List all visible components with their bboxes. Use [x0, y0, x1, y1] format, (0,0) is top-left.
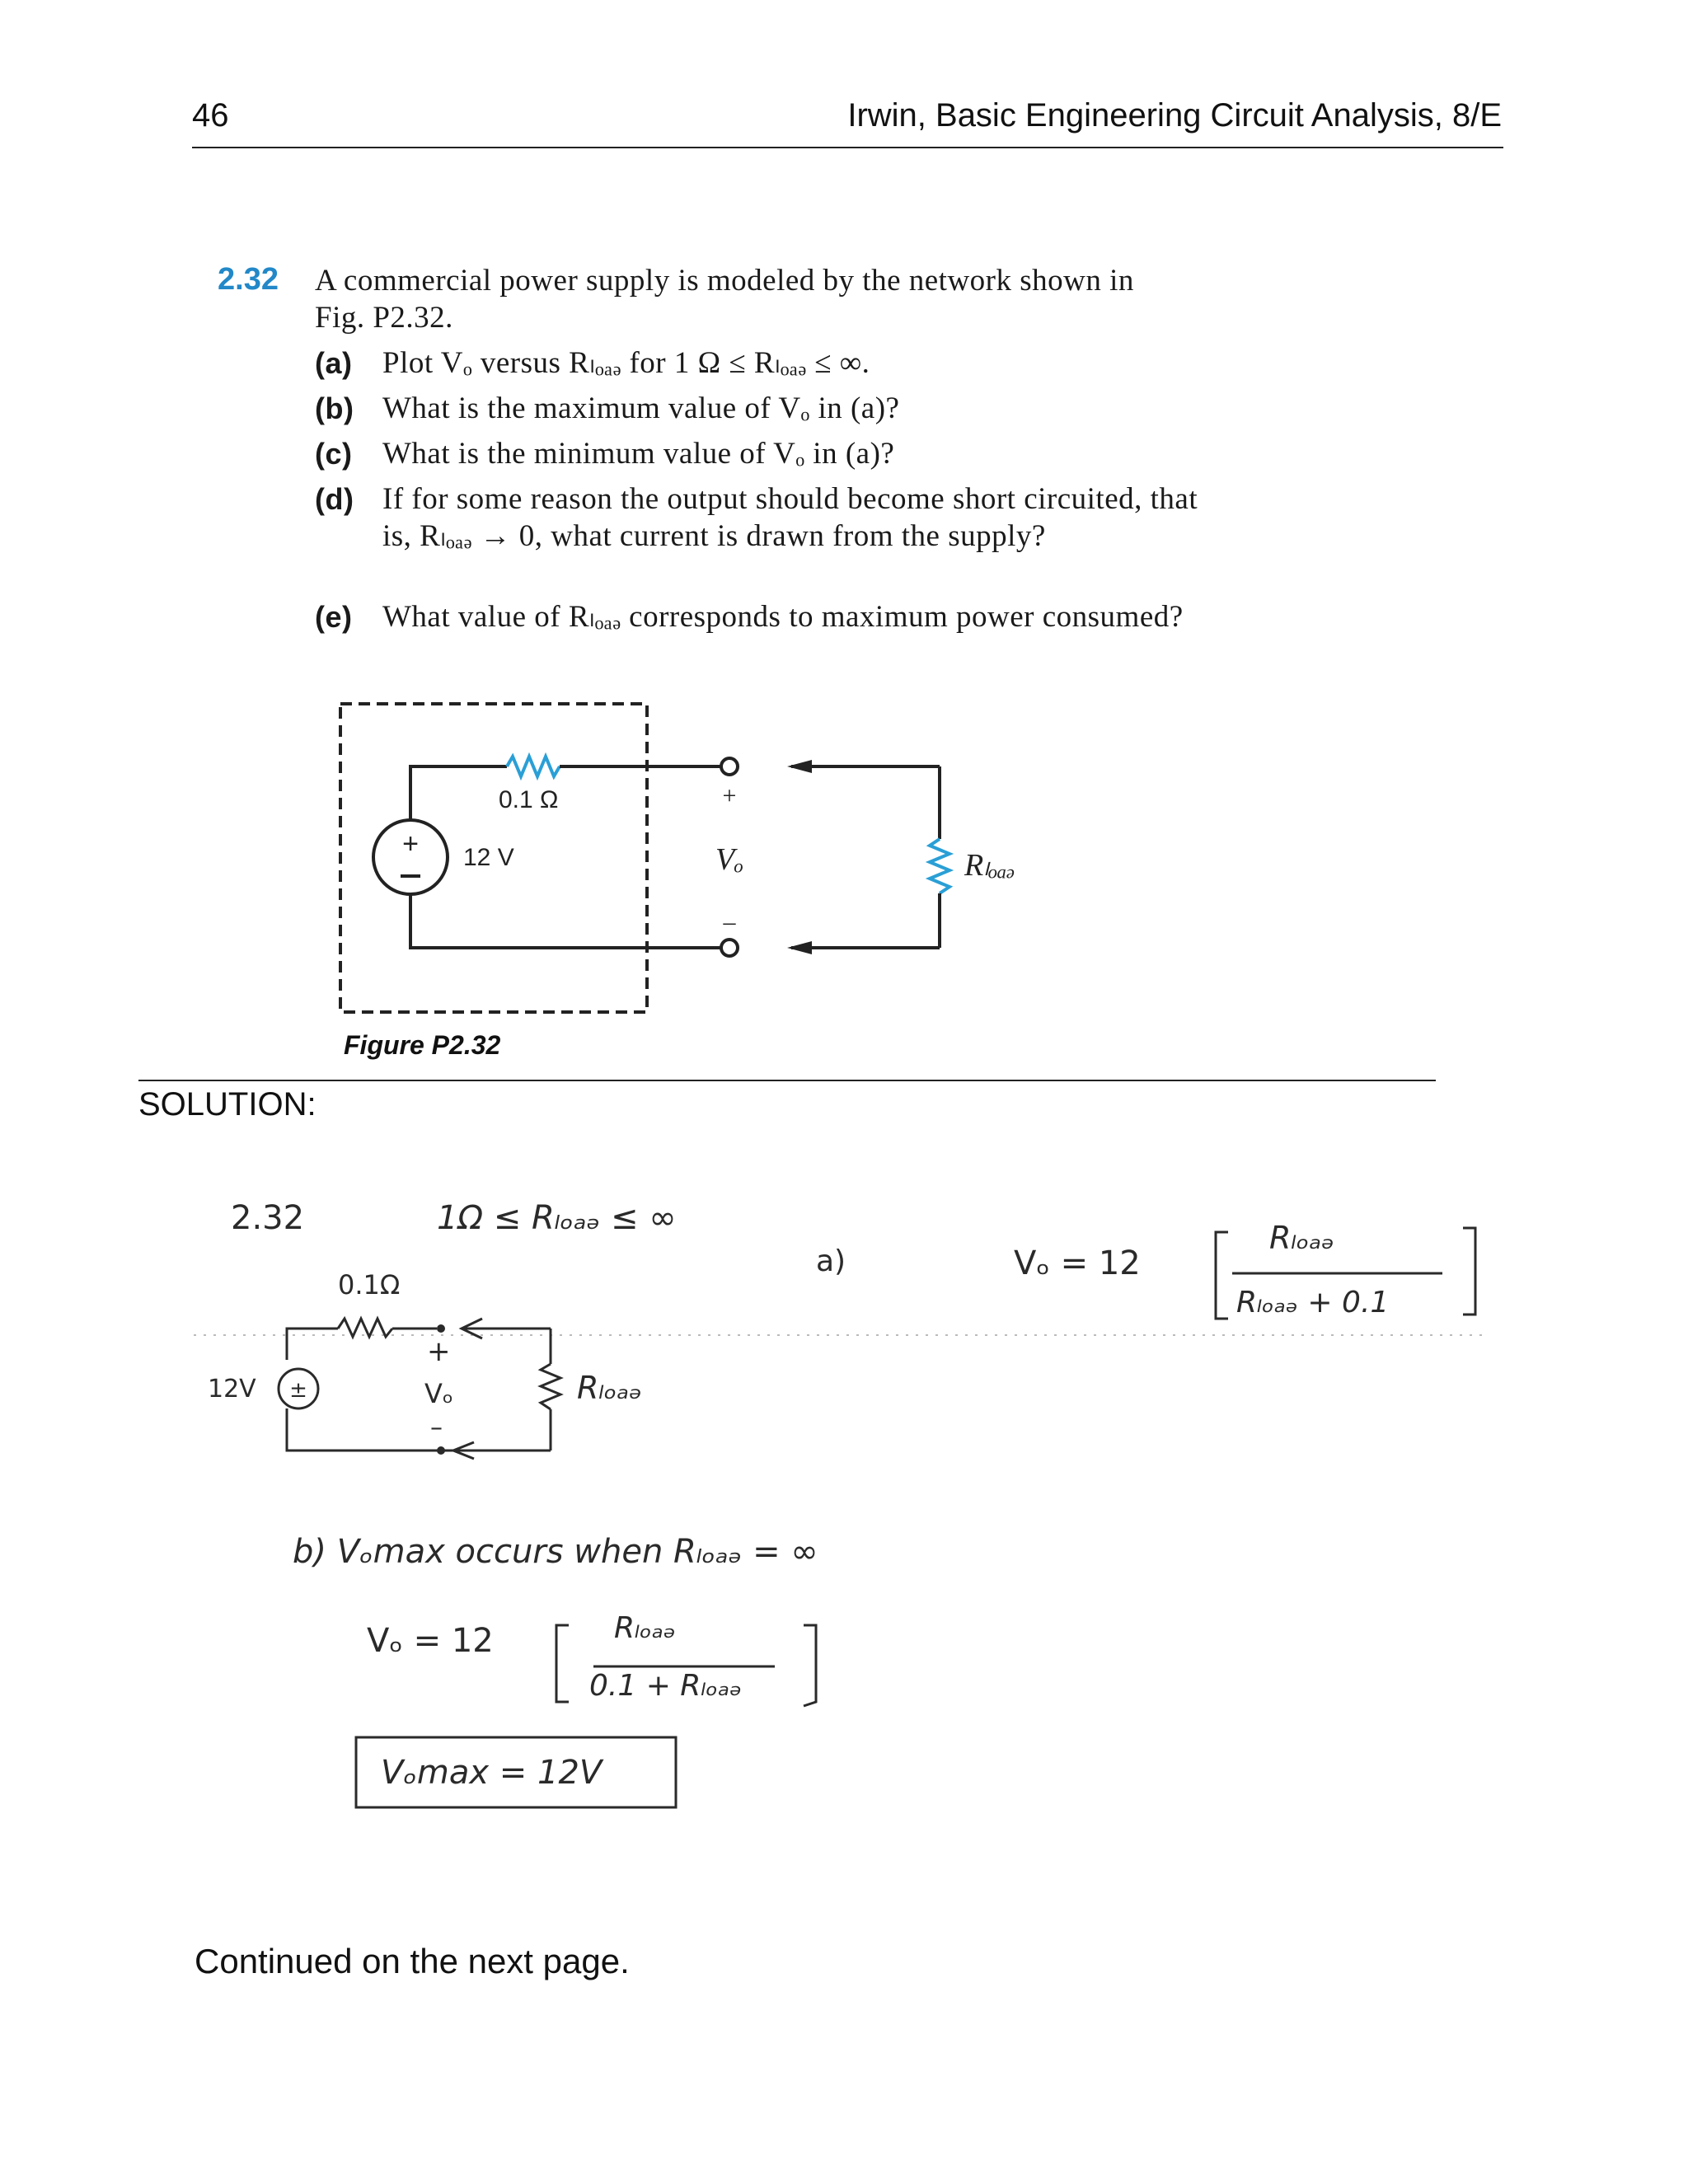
- part-label: (d): [315, 482, 354, 516]
- wire-bottom: [410, 894, 724, 948]
- sketch-source-sign: ±: [289, 1378, 307, 1403]
- sketch-load-label: Rₗₒₐₔ: [577, 1370, 643, 1406]
- part-b-left-bracket: [556, 1625, 569, 1702]
- header-rule: [192, 147, 1503, 148]
- solution-rule: [138, 1080, 1436, 1081]
- part-text: What is the maximum value of Vₒ in (a)?: [382, 391, 900, 425]
- running-header: Irwin, Basic Engineering Circuit Analysis, 8/E: [847, 97, 1502, 134]
- sketch-plus: +: [427, 1335, 451, 1368]
- sketch-minus: –: [430, 1413, 443, 1442]
- part-a-lhs: Vₒ = 12: [1014, 1244, 1141, 1282]
- sketch-arrow-bottom-icon: [453, 1442, 474, 1459]
- solution-range: 1Ω ≤ Rₗₒₐₔ ≤ ∞: [437, 1199, 677, 1237]
- problem-intro: A commercial power supply is modeled by the network shown in Fig. P2.32.: [315, 264, 1134, 335]
- part-b-numerator: Rₗₒₐₔ: [614, 1611, 676, 1645]
- circuit-figure: [330, 692, 1071, 1022]
- source-plus-sign: +: [402, 828, 419, 860]
- part-label: (a): [315, 346, 353, 380]
- source-label: 12 V: [463, 844, 514, 871]
- arrow-top-icon: [787, 760, 812, 773]
- sketch-vo: Vₒ: [424, 1378, 454, 1409]
- page-number: 46: [192, 97, 229, 134]
- sketch-arrow-top-icon: [462, 1319, 482, 1338]
- part-a-right-bracket: [1463, 1228, 1475, 1315]
- sketch-wire-top-left: [287, 1329, 338, 1360]
- part-a-label: a): [816, 1244, 846, 1278]
- part-b-lhs: Vₒ = 12: [367, 1622, 494, 1660]
- terminal-minus: [721, 940, 738, 956]
- sketch-source-icon: [279, 1369, 318, 1408]
- part-a-left-bracket: [1216, 1232, 1228, 1319]
- output-minus: –: [723, 908, 736, 935]
- continued-note: Continued on the next page.: [195, 1942, 630, 1980]
- load-resistor-icon: [930, 839, 950, 893]
- output-voltage-label: Vₒ: [715, 842, 744, 877]
- part-b-statement: b) Vₒmax occurs when Rₗₒₐₔ = ∞: [293, 1533, 818, 1571]
- sketch-terminal-top: [437, 1324, 445, 1333]
- terminal-plus: [721, 758, 738, 775]
- figure-caption: Figure P2.32: [344, 1030, 501, 1060]
- part-text: Plot Vₒ versus Rₗₒₐₔ for 1 Ω ≤ Rₗₒₐₔ ≤ ∞.: [382, 346, 870, 380]
- sketch-resistor-icon: [338, 1319, 392, 1337]
- solution-number: 2.32: [231, 1199, 305, 1237]
- part-a-denominator: Rₗₒₐₔ + 0.1: [1236, 1286, 1390, 1319]
- problem-number: 2.32: [218, 262, 279, 297]
- part-label: (b): [315, 391, 354, 425]
- resistor-icon: [507, 757, 560, 776]
- part-text: What is the minimum value of Vₒ in (a)?: [382, 437, 895, 471]
- part-label: (c): [315, 437, 353, 471]
- part-b-denominator: 0.1 + Rₗₒₐₔ: [589, 1669, 743, 1703]
- sketch-load-resistor-icon: [541, 1364, 560, 1409]
- sketch-source-label: 12V: [208, 1375, 256, 1404]
- arrow-bottom-icon: [787, 941, 812, 954]
- part-text: If for some reason the output should become short circuited, that is, Rₗₒₐₔ → 0, what current is drawn from the supply?: [382, 482, 1198, 553]
- sketch-wire-bottom: [287, 1408, 551, 1451]
- solution-label: SOLUTION:: [138, 1086, 316, 1122]
- part-b-result: Vₒmax = 12V: [381, 1754, 603, 1792]
- load-label: Rₗₒₐₔ: [964, 848, 1015, 883]
- output-plus: +: [722, 782, 737, 809]
- resistor-label: 0.1 Ω: [499, 786, 559, 813]
- sketch-resistor-label: 0.1Ω: [338, 1269, 401, 1301]
- part-b-right-bracket: [804, 1625, 816, 1706]
- part-a-numerator: Rₗₒₐₔ: [1269, 1220, 1335, 1256]
- sketch-terminal-bottom: [437, 1446, 445, 1455]
- part-label: (e): [315, 600, 353, 634]
- part-text: What value of Rₗₒₐₔ corresponds to maximum power consumed?: [382, 600, 1184, 634]
